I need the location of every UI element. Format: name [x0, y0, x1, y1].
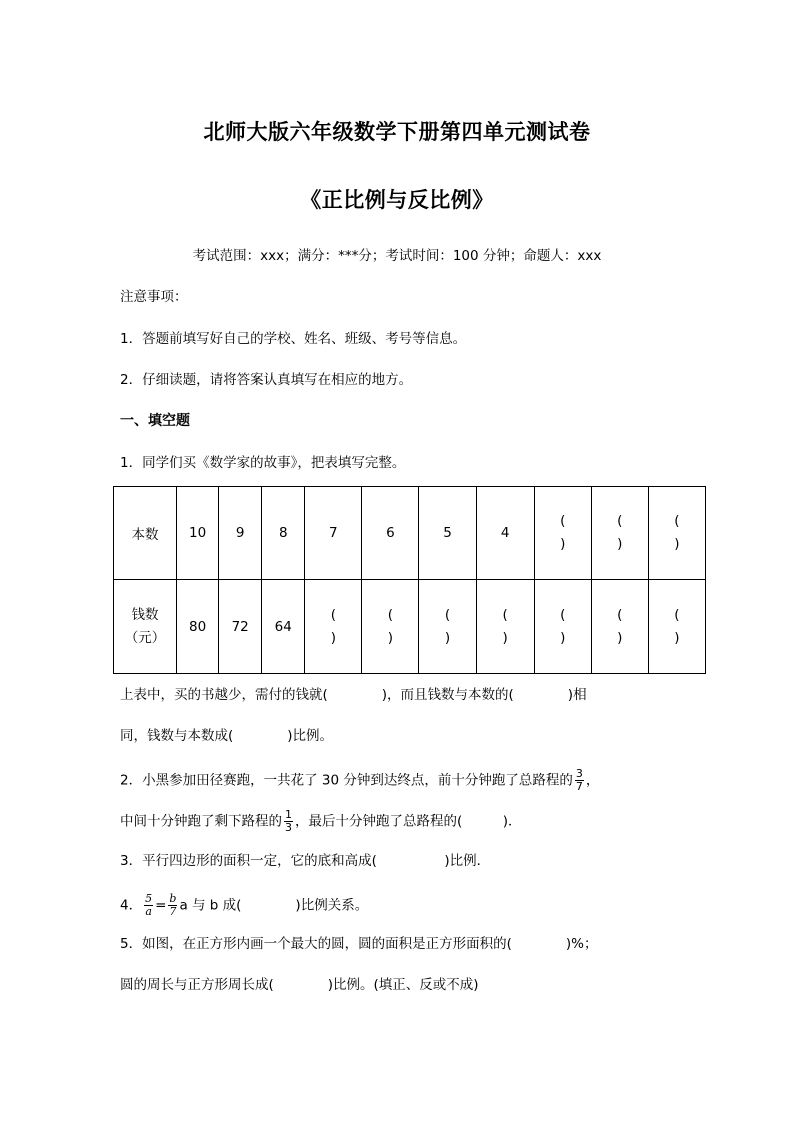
question-1-text-b: 同，钱数与本数成( )比例。	[120, 728, 334, 744]
table-cell: 64	[262, 580, 305, 674]
exam-info: 考试范围：xxx；满分：***分；考试时间：100 分钟；命题人：xxx	[192, 248, 602, 264]
fraction-three-sevenths: $\frac{3}{7}$	[575, 767, 583, 793]
notes-heading: 注意事项：	[120, 289, 188, 305]
blank-cell[interactable]	[534, 487, 591, 580]
question-5-line-2: 圆的周长与正方形周长成( )比例。(填正、反或不成)	[120, 977, 479, 993]
blank-close: )	[674, 536, 680, 552]
blank-cell[interactable]: ( )	[476, 580, 534, 674]
table-cell: 10	[177, 487, 219, 580]
fraction-one-third: $\frac{1}{3}$	[285, 808, 292, 834]
price-table	[113, 486, 706, 674]
blank-open: (	[617, 513, 623, 529]
blank-close: )	[560, 536, 566, 552]
table-cell: 6	[362, 487, 419, 580]
row-header-money: 钱数 （元）	[114, 580, 177, 674]
table-row-money	[114, 580, 706, 674]
question-3: 3．平行四边形的面积一定，它的底和高成( )比例．	[120, 853, 491, 869]
table-cell: 7	[305, 487, 362, 580]
blank-cell[interactable]: ( )	[305, 580, 362, 674]
question-4: 4． $\frac{5}{a}$ = $\frac{b}{7}$ a 与 b 成( )比例关系。	[120, 892, 369, 918]
document-title: 北师大版六年级数学下册第四单元测试卷	[203, 120, 591, 144]
question-5-line-1: 5．如图，在正方形内画一个最大的圆，圆的面积是正方形面积的( )%；	[120, 936, 598, 952]
row-header-books: 本数	[114, 487, 177, 580]
fraction-5-over-a: $\frac{5}{a}$	[145, 892, 153, 918]
table-cell: 5	[419, 487, 476, 580]
blank-cell[interactable]: ( )	[362, 580, 419, 674]
blank-cell[interactable]	[591, 487, 648, 580]
section-heading-fill-in: 一、填空题	[120, 413, 190, 429]
blank-open: (	[674, 513, 680, 529]
table-cell: 80	[177, 580, 219, 674]
question-1: 1．同学们买《数学家的故事》，把表填写完整。	[120, 455, 406, 471]
note-2: 2．仔细读题，请将答案认真填写在相应的地方。	[120, 372, 413, 388]
table-cell: 72	[219, 580, 262, 674]
question-2-line-2: 中间十分钟跑了剩下路程的 $\frac{1}{3}$ ，最后十分钟跑了总路程的( )．	[120, 808, 522, 834]
table-row-books	[114, 487, 706, 580]
fraction-b-over-7: $\frac{b}{7}$	[169, 892, 177, 918]
blank-cell[interactable]: ( )	[591, 580, 648, 674]
note-1: 1．答题前填写好自己的学校、姓名、班级、考号等信息。	[120, 331, 467, 347]
blank-cell[interactable]	[648, 487, 705, 580]
blank-cell[interactable]: ( )	[419, 580, 476, 674]
table-cell: 4	[476, 487, 534, 580]
blank-open: (	[560, 513, 566, 529]
table-cell: 9	[219, 487, 262, 580]
question-1-text-a: 上表中，买的书越少，需付的钱就( )，而且钱数与本数的( )相	[120, 687, 587, 703]
blank-cell[interactable]: ( )	[534, 580, 591, 674]
blank-close: )	[617, 536, 623, 552]
table-cell: 8	[262, 487, 305, 580]
blank-cell[interactable]: ( )	[648, 580, 705, 674]
question-2-line-1: 2．小黑参加田径赛跑，一共花了 30 分钟到达终点，前十分钟跑了总路程的 $\frac{3}{7}$ ，	[120, 767, 600, 793]
document-subtitle: 《正比例与反比例》	[300, 188, 494, 212]
